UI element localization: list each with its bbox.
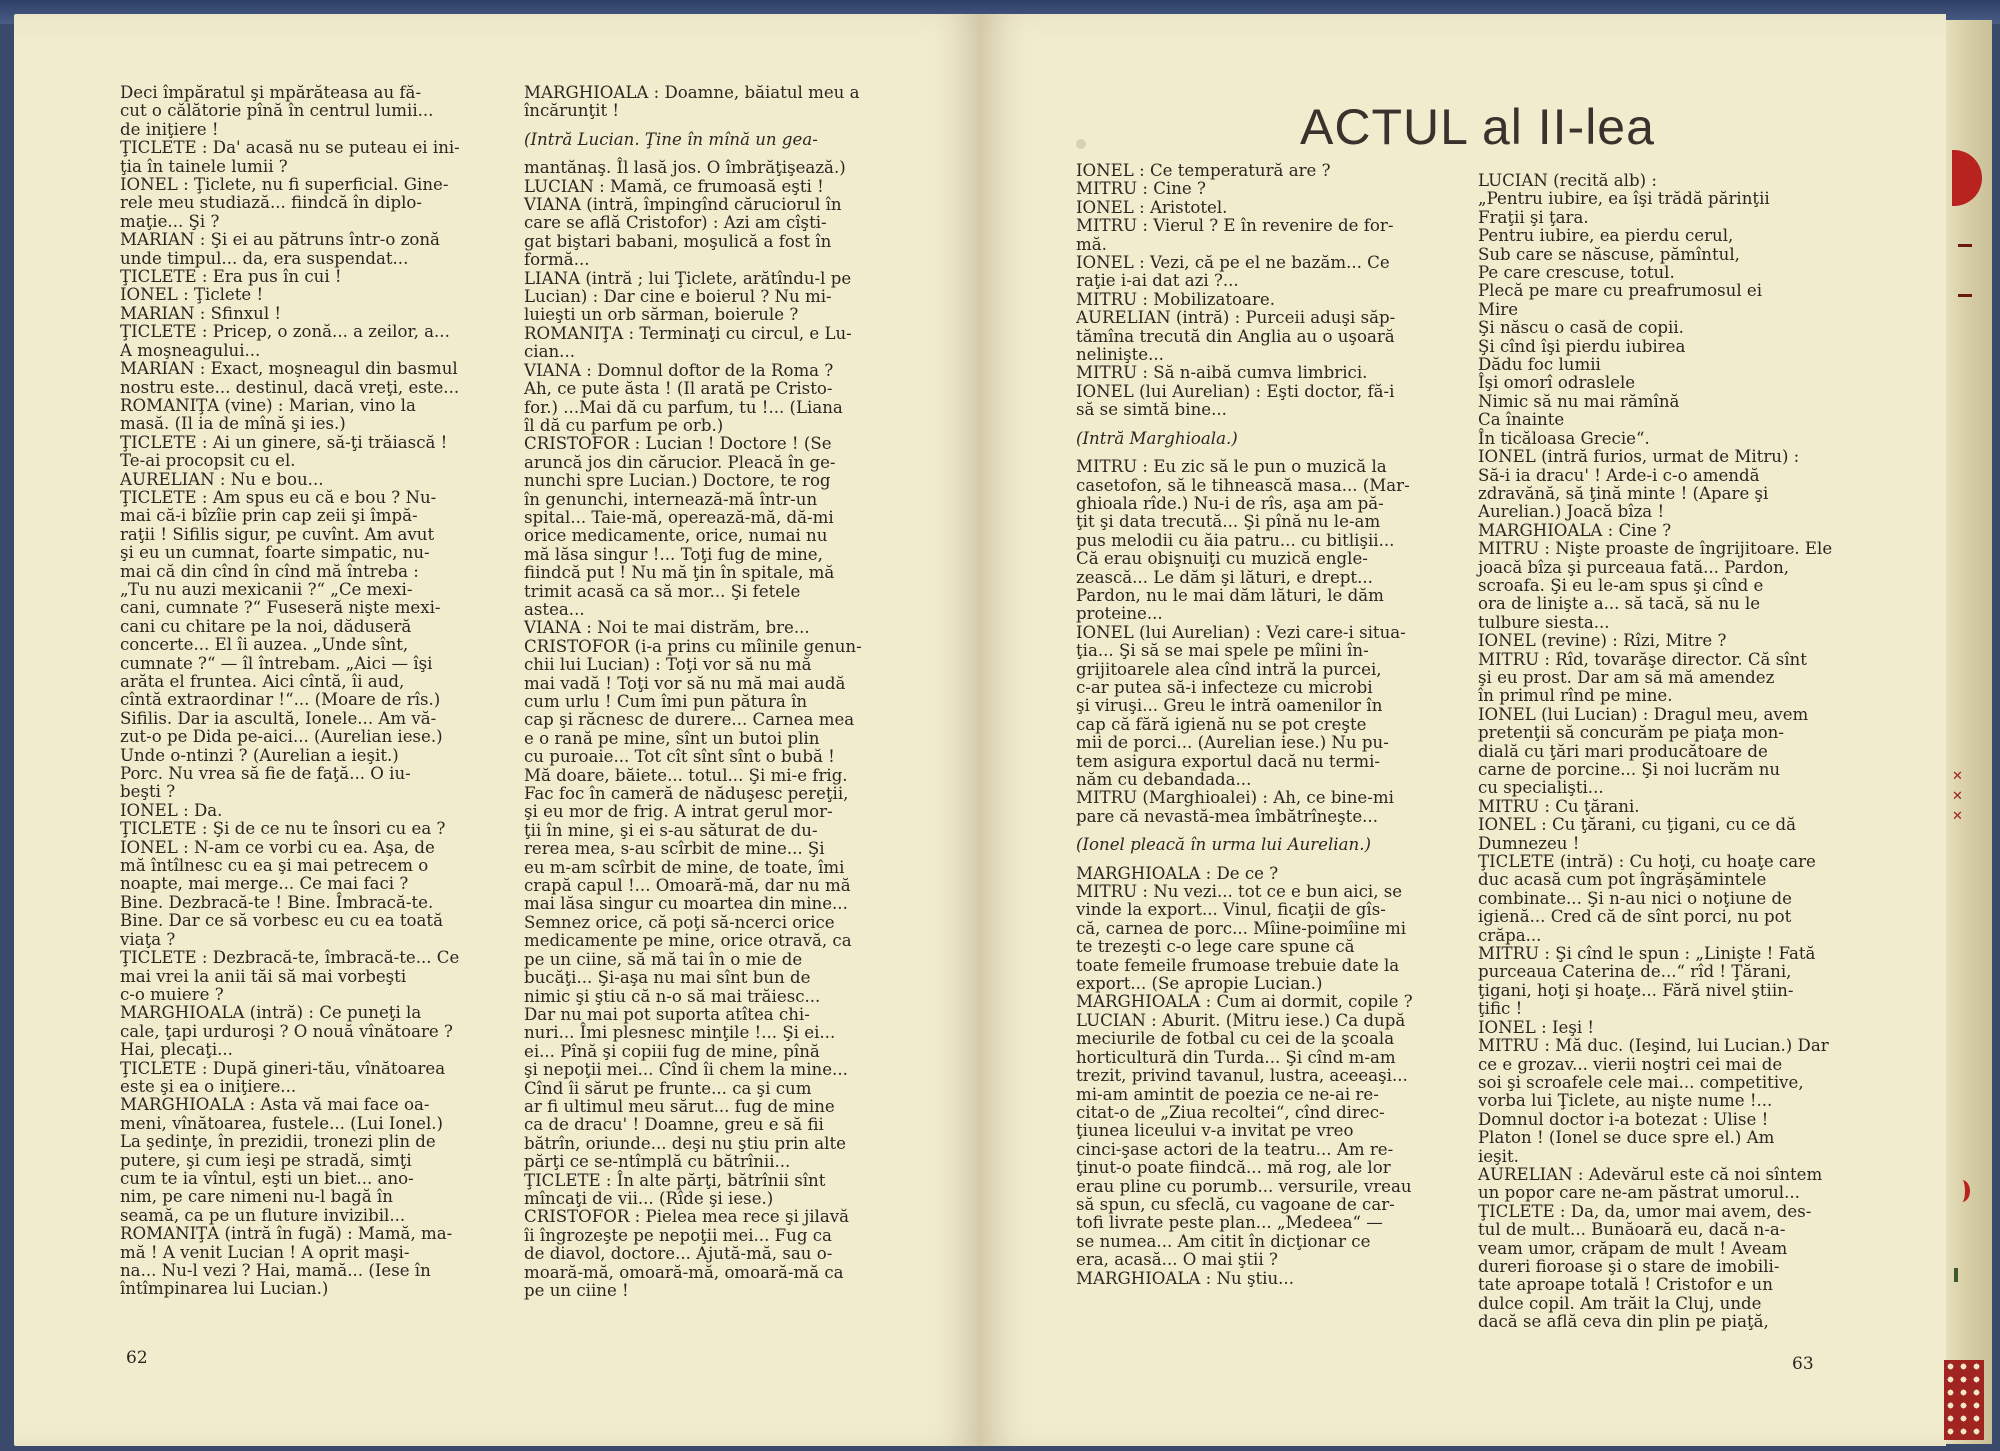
text-line: joacă bîza şi purceaua fată... Pardon, bbox=[1478, 557, 1790, 577]
text-line: MITRU : Cu ţărani. bbox=[1478, 796, 1640, 816]
text-line: AURELIAN : Adevărul este că noi sîntem bbox=[1478, 1164, 1823, 1184]
text-line: de diavol, doctore... Ajută-mă, sau o- bbox=[524, 1244, 833, 1264]
text-line: ţinut-o poate fiindcă... mă rog, ale lor bbox=[1076, 1158, 1391, 1178]
text-line: tămîna trecută din Anglia au o uşoară bbox=[1076, 326, 1395, 346]
text-line: LUCIAN (recită alb) : bbox=[1478, 171, 1657, 190]
text-line: dacă se află ceva din plin pe piaţă, bbox=[1478, 1312, 1769, 1332]
text-line: un popor care ne-am păstrat umorul... bbox=[1478, 1183, 1800, 1203]
text-line: ţiunea liceului v-a invitat pe vreo bbox=[1076, 1121, 1354, 1141]
text-line: ŢICLETE : Şi de ce nu te însori cu ea ? bbox=[120, 819, 446, 839]
text-line: ROMANIŢA (vine) : Marian, vino la bbox=[120, 395, 416, 415]
text-line: ce e grozav... vierii noştri cei mai de bbox=[1478, 1054, 1783, 1074]
text-line: CRISTOFOR (i-a prins cu mîinile genun- bbox=[524, 636, 862, 656]
text-line: Porc. Nu vrea să fie de faţă... O iu- bbox=[120, 764, 411, 784]
text-line: întîmpinarea lui Lucian.) bbox=[120, 1279, 329, 1299]
text-line: mă. bbox=[1076, 234, 1107, 254]
text-line: IONEL (revine) : Rîzi, Mitre ? bbox=[1478, 631, 1727, 651]
text-line: noapte, mai merge... Ce mai faci ? bbox=[120, 874, 409, 894]
text-line: MARGHIOALA : Cine ? bbox=[1478, 520, 1672, 540]
text-line: Unde o-ntinzi ? (Aurelian a ieşit.) bbox=[120, 745, 399, 765]
text-line: mă ! A venit Lucian ! A oprit maşi- bbox=[120, 1242, 410, 1262]
text-line: „Pentru iubire, ea îşi trădă părinţii bbox=[1478, 189, 1770, 209]
text-line: de iniţiere ! bbox=[120, 119, 219, 139]
text-line: Pentru iubire, ea pierdu cerul, bbox=[1478, 226, 1734, 246]
text-line: IONEL (intră furios, urmat de Mitru) : bbox=[1478, 447, 1800, 467]
text-line: Nimic să nu mai rămînă bbox=[1478, 391, 1680, 411]
text-line: În ticăloasa Grecie“. bbox=[1478, 428, 1650, 448]
text-line: ROMANIŢA (intră în fugă) : Mamă, ma- bbox=[120, 1224, 453, 1244]
text-line: seamă, ca pe un fluture invizibil... bbox=[120, 1205, 406, 1225]
text-line: combinate... Şi n-au nici o noţiune de bbox=[1478, 888, 1792, 908]
text-line: şi nepoţii mei... Cînd îi chem la mine... bbox=[524, 1060, 848, 1080]
text-line: este şi ea o iniţiere... bbox=[120, 1076, 297, 1096]
text-line: VIANA : Domnul doftor de la Roma ? bbox=[524, 360, 834, 380]
text-line: Mire bbox=[1478, 299, 1519, 319]
text-line: zdravănă, să ţină minte ! (Apare şi bbox=[1478, 483, 1769, 503]
text-line: LUCIAN : Aburit. (Mitru iese.) Ca după bbox=[1076, 1010, 1406, 1030]
text-line: cu puroaie... Tot cît sînt sînt o bubă ! bbox=[524, 747, 835, 767]
text-line: nelinişte... bbox=[1076, 345, 1164, 365]
text-line: îl dă cu parfum pe orb.) bbox=[524, 415, 724, 435]
right-page-column-2 bbox=[1478, 172, 1888, 1332]
text-line: MITRU : Să n-aibă cumva limbrici. bbox=[1076, 363, 1368, 383]
text-line: Lucian) : Dar cine e boierul ? Nu mi- bbox=[524, 287, 832, 307]
text-line: export... (Se apropie Lucian.) bbox=[1076, 974, 1323, 994]
text-line: ŢICLETE : Dezbracă-te, îmbracă-te... Ce bbox=[120, 948, 460, 968]
text-line: na... Nu-l vezi ? Hai, mamă... (Iese în bbox=[120, 1261, 431, 1280]
text-line: e o rană pe mine, sînt un butoi plin bbox=[524, 728, 820, 748]
text-line: proteine... bbox=[1076, 604, 1163, 624]
text-line: La şedinţe, în prezidii, tronezi plin de bbox=[120, 1132, 436, 1152]
text-line: ŢICLETE : În alte părţi, bătrînii sînt bbox=[524, 1170, 826, 1190]
text-line: ROMANIŢA : Terminaţi cu circul, e Lu- bbox=[524, 323, 852, 343]
text-line: în primul rînd pe mine. bbox=[1478, 686, 1673, 706]
text-line: ei... Pînă şi copiii fug de mine, pînă bbox=[524, 1041, 820, 1061]
text-line: Bine. Dezbracă-te ! Bine. Îmbracă-te. bbox=[120, 892, 434, 912]
text-line: Că erau obişnuiţi cu muzică engle- bbox=[1076, 549, 1368, 569]
green-mark-icon bbox=[1954, 1268, 1958, 1282]
text-line: rerea mea, s-au scîrbit de mine... Şi bbox=[524, 839, 825, 859]
text-line: Deci împăratul şi mpărăteasa au fă- bbox=[120, 83, 422, 102]
text-line: Pardon, nu le mai dăm lături, le dăm bbox=[1076, 585, 1384, 605]
text-line: zească... Le dăm şi lături, e drept... bbox=[1076, 567, 1373, 587]
text-line: şi eu un cumnat, foarte simpatic, nu- bbox=[120, 543, 430, 563]
text-line: cum urlu ! Cum îmi pun pătura în bbox=[524, 692, 808, 711]
text-line: cut o călătorie pînă în centrul lumii... bbox=[120, 101, 434, 121]
text-line: beşti ? bbox=[120, 782, 176, 802]
text-line: cap că fără igienă nu se pot creşte bbox=[1076, 714, 1367, 734]
cross-mark-icon: ✕ bbox=[1952, 809, 1963, 824]
text-line: ora de linişte a... să tacă, să nu le bbox=[1478, 594, 1761, 614]
text-line: MARGHIOALA : Asta vă mai face oa- bbox=[120, 1095, 430, 1115]
text-line: chii lui Lucian) : Toţi vor să nu mă bbox=[524, 655, 812, 675]
text-line: MARGHIOALA : De ce ? bbox=[1076, 863, 1279, 883]
text-line: te trezeşti c-o lege care spune că bbox=[1076, 937, 1355, 957]
left-page-column-2 bbox=[524, 84, 918, 1300]
text-line: Bine. Dar ce să vorbesc eu cu ea toată bbox=[120, 911, 443, 931]
text-line: ţia în tainele lumii ? bbox=[120, 156, 288, 176]
text-line: mîncaţi de vii... (Rîde şi iese.) bbox=[524, 1188, 774, 1208]
text-line: MITRU : Şi cînd le spun : „Linişte ! Fată bbox=[1478, 944, 1816, 964]
text-line: mai că din cînd în cînd mă întreba : bbox=[120, 561, 419, 581]
text-line: cîntă extraordinar !“... (Moare de rîs.) bbox=[120, 690, 441, 710]
text-line: Plecă pe mare cu preafrumosul ei bbox=[1478, 281, 1763, 301]
text-line: dureri fioroase şi o stare de imobili- bbox=[1478, 1256, 1780, 1276]
text-line: Platon ! (Ionel se duce spre el.) Am bbox=[1478, 1128, 1775, 1148]
text-line: ŢICLETE : Ai un ginere, să-ţi trăiască ! bbox=[120, 432, 448, 452]
text-line: bucăţi... Şi-aşa nu mai sînt bun de bbox=[524, 968, 811, 988]
text-line: Fraţii şi ţara. bbox=[1478, 207, 1589, 227]
text-line: fiindcă put ! Nu mă ţin în spitale, mă bbox=[524, 563, 835, 583]
text-line: mă întîlnesc cu ea şi mai petrecem o bbox=[120, 856, 429, 876]
text-line: Ca înainte bbox=[1478, 410, 1565, 430]
text-line: VIANA : Noi te mai distrăm, bre... bbox=[524, 618, 810, 638]
paper-spot bbox=[1076, 139, 1086, 149]
text-line: MITRU : Mobilizatoare. bbox=[1076, 289, 1275, 309]
text-line: (Intră Lucian. Ţine în mînă un gea- bbox=[524, 129, 818, 149]
right-page bbox=[980, 14, 1946, 1446]
text-line: nimic şi ştiu că n-o să mai trăiesc... bbox=[524, 986, 821, 1006]
text-line: şi eu mor de frig. A intrat gerul mor- bbox=[524, 802, 833, 822]
text-line: IONEL : Vezi, că pe el ne bazăm... Ce bbox=[1076, 253, 1390, 273]
text-line: MARIAN : Şi ei au pătruns într-o zonă bbox=[120, 230, 440, 250]
text-line: VIANA (intră, împingînd căruciorul în bbox=[524, 195, 842, 215]
text-line: concerte... El îi auzea. „Unde sînt, bbox=[120, 635, 409, 655]
cross-mark-icon: ✕ bbox=[1952, 789, 1963, 804]
text-line: cu specialişti... bbox=[1478, 778, 1604, 798]
text-line: pe un ciine, să mă tai în o mie de bbox=[524, 949, 803, 969]
text-line: mai că-i bîzîie prin cap zeii şi împă- bbox=[120, 506, 418, 526]
text-line: tofi livrate peste plan... „Medeea“ — bbox=[1076, 1213, 1383, 1233]
text-line: raţie i-ai dat azi ?... bbox=[1076, 271, 1239, 291]
text-line: mă lăsa singur !... Toţi fug de mine, bbox=[524, 544, 823, 564]
text-line: MITRU : Vierul ? E în revenire de for- bbox=[1076, 216, 1394, 236]
text-line: zut-o pe Dida pe-aici... (Aurelian iese.) bbox=[120, 727, 443, 747]
text-line: şi viruşi... Greu le intră oamenilor în bbox=[1076, 696, 1383, 716]
text-line: ţit şi data trecută... Şi pînă nu le-am bbox=[1076, 512, 1381, 532]
cross-mark-icon: ✕ bbox=[1952, 769, 1963, 784]
text-line: scroafa. Şi eu le-am spus şi cînd e bbox=[1478, 575, 1764, 595]
text-line: Şi născu o casă de copii. bbox=[1478, 318, 1684, 338]
text-line: dulce copil. Am trăit la Cluj, unde bbox=[1478, 1293, 1762, 1313]
text-line: LIANA (intră ; lui Ţiclete, arătîndu-l pe bbox=[524, 268, 852, 288]
text-line: nuri... Îmi plesnesc minţile !... Şi ei... bbox=[524, 1023, 836, 1043]
patterned-tab-icon bbox=[1944, 1360, 1984, 1440]
text-line: IONEL (lui Lucian) : Dragul meu, avem bbox=[1478, 704, 1809, 724]
dash-mark-icon bbox=[1958, 244, 1972, 247]
text-line: Dădu foc lumii bbox=[1478, 355, 1601, 375]
text-line: ŢICLETE : După gineri-tău, vînătoarea bbox=[120, 1058, 446, 1078]
text-line: MARIAN : Exact, moşneagul din basmul bbox=[120, 359, 458, 379]
text-line: mantănaş. Îl lasă jos. O îmbrăţişează.) bbox=[524, 158, 846, 178]
text-line: duc acasă cum pot îngrăşămintele bbox=[1478, 870, 1767, 890]
text-line: Hai, plecaţi... bbox=[120, 1040, 233, 1060]
text-line: c-ar putea să-i infecteze cu microbi bbox=[1076, 677, 1373, 697]
text-line: ţific ! bbox=[1478, 999, 1523, 1019]
text-line: dială cu ţări mari producătoare de bbox=[1478, 741, 1768, 761]
text-line: IONEL : Aristotel. bbox=[1076, 197, 1228, 217]
text-line: arăta el fruntea. Aici cîntă, îi aud, bbox=[120, 672, 405, 691]
text-line: soi şi scroafele cele mai... competitive, bbox=[1478, 1072, 1804, 1092]
text-line: nostru este... destinul, dacă vreţi, este... bbox=[120, 377, 460, 397]
text-line: vorba lui Ţiclete, au nişte nume !... bbox=[1478, 1091, 1773, 1111]
text-line: năm cu debandada... bbox=[1076, 770, 1252, 789]
text-line: cum te ia vîntul, eşti un biet... ano- bbox=[120, 1168, 414, 1188]
text-line: Fac foc în cameră de năduşesc pereţii, bbox=[524, 784, 849, 804]
text-line: trimit acasă ca să mor... Şi fetele bbox=[524, 581, 801, 601]
text-line: veam umor, crăpam de mult ! Aveam bbox=[1478, 1238, 1788, 1258]
text-line: Ah, ce pute ăsta ! (Il arată pe Cristo- bbox=[524, 379, 833, 399]
text-line: ŢICLETE : Era pus în cui ! bbox=[120, 267, 342, 287]
text-line: IONEL : Da. bbox=[120, 800, 223, 820]
text-line: ghioala rîde.) Nu-i de rîs, aşa am pă- bbox=[1076, 493, 1384, 513]
text-line: îi îngrozeşte pe nepoţii mei... Fug ca bbox=[524, 1225, 832, 1245]
text-line: putere, şi cum ieşi pe stradă, simţi bbox=[120, 1150, 412, 1170]
text-line: moară-mă, omoară-mă, omoară-mă ca bbox=[524, 1262, 844, 1282]
text-line: bătrîn, oriunde... deşi nu ştiu prin alte bbox=[524, 1133, 846, 1153]
text-line: grijitoarele alea cînd intră la purcei, bbox=[1076, 659, 1382, 679]
text-line: tem asigura exportul dacă nu termi- bbox=[1076, 751, 1380, 771]
text-line: tate aproape totală ! Cristofor e un bbox=[1478, 1275, 1773, 1295]
text-line: Mă doare, băiete... totul... Şi mi-e frig. bbox=[524, 765, 848, 785]
text-line: Sub care se născuse, pămîntul, bbox=[1478, 244, 1740, 264]
text-line: MITRU (Marghioalei) : Ah, ce bine-mi bbox=[1076, 788, 1394, 808]
text-line: ca de dracu' ! Doamne, greu e să fii bbox=[524, 1115, 824, 1135]
text-line: A moşneagului... bbox=[120, 340, 261, 360]
text-line: cani cu chitare pe la noi, dăduseră bbox=[120, 616, 412, 636]
text-line: mai lăsa singur cu moartea din mine... bbox=[524, 894, 848, 914]
page-number-left: 62 bbox=[126, 1348, 148, 1368]
text-line: care se află Cristofor) : Azi am cîşti- bbox=[524, 213, 827, 233]
text-line: tulbure siesta... bbox=[1478, 612, 1610, 632]
act-title: ACTUL al II-lea bbox=[1300, 99, 1655, 155]
text-line: carne de porcine... Şi noi lucrăm nu bbox=[1478, 760, 1781, 779]
text-line: să se simtă bine... bbox=[1076, 400, 1227, 420]
text-line: „Tu nu auzi mexicanii ?“ „Ce mexi- bbox=[120, 579, 413, 599]
text-line: mii de porci... (Aurelian iese.) Nu pu- bbox=[1076, 733, 1389, 753]
text-line: maţie... Şi ? bbox=[120, 211, 220, 231]
text-line: horticultură din Turda... Şi cînd m-am bbox=[1076, 1047, 1396, 1067]
text-line: MARIAN : Sfinxul ! bbox=[120, 303, 282, 323]
text-line: MITRU : Rîd, tovarăşe director. Că sînt bbox=[1478, 649, 1807, 669]
text-line: IONEL (lui Aurelian) : Vezi care-i situa- bbox=[1076, 622, 1406, 642]
text-line: IONEL : Ieşi ! bbox=[1478, 1017, 1595, 1037]
text-line: în genunchi, internează-mă într-un bbox=[524, 489, 818, 509]
crescent-icon bbox=[1954, 1180, 1970, 1202]
text-line: încărunţit ! bbox=[524, 101, 620, 121]
text-line: crapă capul !... Omoară-mă, dar nu mă bbox=[524, 876, 851, 896]
text-line: ieşit. bbox=[1478, 1146, 1519, 1166]
text-line: mi-am amintit de poezia ce ne-ai re- bbox=[1076, 1084, 1379, 1104]
left-page bbox=[14, 14, 980, 1446]
text-line: ŢICLETE : Da, da, umor mai avem, des- bbox=[1478, 1201, 1812, 1221]
text-line: Îşi omorî odraslele bbox=[1478, 373, 1636, 393]
left-page-column-1 bbox=[120, 84, 490, 1299]
text-line: AURELIAN (intră) : Purceii aduşi săp- bbox=[1076, 308, 1396, 328]
text-line: IONEL (lui Aurelian) : Eşti doctor, fă-i bbox=[1076, 381, 1395, 401]
text-line: MITRU : Eu zic să le pun o muzică la bbox=[1076, 457, 1387, 477]
text-line: ţia... Şi să se mai spele pe mîini în- bbox=[1076, 641, 1369, 661]
page-edges bbox=[1946, 20, 1992, 1444]
text-line: se numea... Am citit în dicţionar ce bbox=[1076, 1231, 1371, 1251]
text-line: (Ionel pleacă în urma lui Aurelian.) bbox=[1076, 835, 1371, 855]
text-line: MARGHIOALA : Nu ştiu... bbox=[1076, 1268, 1294, 1288]
text-line: spital... Taie-mă, operează-mă, dă-mi bbox=[524, 507, 834, 527]
text-line: trezit, privind tavanul, lustra, aceeaşi... bbox=[1076, 1066, 1408, 1086]
text-line: toate femeile frumoase trebuie date la bbox=[1076, 955, 1400, 975]
text-line: Dumnezeu ! bbox=[1478, 833, 1580, 853]
text-line: meni, vînătoarea, fustele... (Lui Ionel.) bbox=[120, 1113, 444, 1133]
text-line: Te-ai procopsit cu el. bbox=[120, 451, 296, 471]
text-line: luieşti un orb sărman, boierule ? bbox=[524, 305, 799, 325]
text-line: nim, pe care nimeni nu-l bagă în bbox=[120, 1187, 393, 1207]
text-line: nunchi spre Lucian.) Doctore, te rog bbox=[524, 471, 831, 491]
text-line: cap şi răcnesc de durere... Carnea mea bbox=[524, 710, 855, 730]
text-line: tul de mult... Bunăoară eu, dacă n-a- bbox=[1478, 1220, 1786, 1240]
text-line: Sifilis. Dar ia ascultă, Ionele... Am vă- bbox=[120, 708, 437, 728]
text-line: aruncă jos din cărucior. Pleacă în ge- bbox=[524, 452, 836, 472]
text-line: citat-o de „Ziua recoltei“, cînd direc- bbox=[1076, 1102, 1385, 1122]
text-line: rele meu studiază... fiindcă în diplo- bbox=[120, 193, 422, 213]
text-line: IONEL : Ţiclete, nu fi superficial. Gine- bbox=[120, 175, 449, 195]
text-line: şi eu prost. Dar am să mă amendez bbox=[1478, 667, 1775, 687]
text-line: Cînd îi sărut pe frunte... ca şi cum bbox=[524, 1078, 812, 1098]
text-line: purceaua Caterina de...“ rîd ! Ţărani, bbox=[1478, 962, 1792, 982]
text-line: Semnez orice, că poţi să-ncerci orice bbox=[524, 912, 835, 932]
text-line: IONEL : Cu ţărani, cu ţigani, cu ce dă bbox=[1478, 815, 1796, 835]
text-line: Şi cînd îşi pierdu iubirea bbox=[1478, 336, 1686, 356]
text-line: meciurile de fotbal cu cei de la şcoala bbox=[1076, 1029, 1395, 1049]
text-line: să spun, cu sfeclă, cu vagoane de car- bbox=[1076, 1194, 1395, 1214]
text-line: era, acasă... O mai ştii ? bbox=[1076, 1250, 1278, 1270]
text-line: pretenţii să concurăm pe piaţa mon- bbox=[1478, 723, 1784, 743]
text-line: MARGHIOALA : Cum ai dormit, copile ? bbox=[1076, 992, 1413, 1012]
text-line: MARGHIOALA (intră) : Ce puneţi la bbox=[120, 1003, 422, 1023]
text-line: IONEL : Ce temperatură are ? bbox=[1076, 161, 1331, 180]
text-line: cale, ţapi urduroşi ? O nouă vînătoare ? bbox=[120, 1021, 453, 1041]
text-line: (Intră Marghioala.) bbox=[1076, 428, 1238, 448]
text-line: mai vadă ! Toţi vor să nu mă mai audă bbox=[524, 673, 846, 693]
text-line: MITRU : Cine ? bbox=[1076, 179, 1206, 199]
text-line: ŢICLETE : Am spus eu că e bou ? Nu- bbox=[120, 487, 437, 507]
text-line: casetofon, să le tihnească masa... (Mar- bbox=[1076, 475, 1410, 495]
text-line: ar fi ultimul meu sărut... fug de mine bbox=[524, 1096, 835, 1116]
text-line: pe un ciine ! bbox=[524, 1281, 629, 1300]
text-line: mai vrei la anii tăi să mai vorbeşti bbox=[120, 966, 407, 986]
text-line: astea... bbox=[524, 599, 585, 619]
text-line: medicamente pe mine, orice otravă, ca bbox=[524, 931, 852, 951]
text-line: eu m-am scîrbit de mine, de toate, îmi bbox=[524, 857, 845, 877]
text-line: LUCIAN : Mamă, ce frumoasă eşti ! bbox=[524, 176, 824, 196]
text-line: ţii în mine, şi ei s-au săturat de du- bbox=[524, 820, 818, 840]
text-line: Pe care crescuse, totul. bbox=[1478, 263, 1675, 283]
text-line: IONEL : Ţiclete ! bbox=[120, 285, 264, 305]
text-line: ŢICLETE : Pricep, o zonă... a zeilor, a... bbox=[120, 322, 450, 342]
text-line: unde timpul... da, era suspendat... bbox=[120, 248, 409, 268]
text-line: MITRU : Mă duc. (Ieşind, lui Lucian.) Dar bbox=[1478, 1036, 1829, 1056]
text-line: erau pline cu porumb... versurile, vreau bbox=[1076, 1176, 1412, 1196]
text-line: crăpa... bbox=[1478, 925, 1542, 945]
page-number-right: 63 bbox=[1792, 1354, 1814, 1374]
text-line: c-o muiere ? bbox=[120, 984, 224, 1004]
text-line: IONEL : N-am ce vorbi cu ea. Aşa, de bbox=[120, 837, 435, 857]
text-line: orice medicamente, orice, numai nu bbox=[524, 526, 828, 546]
text-line: cinci-şase actori de la teatru... Am re- bbox=[1076, 1139, 1394, 1159]
text-line: AURELIAN : Nu e bou... bbox=[120, 469, 324, 489]
text-line: că, carnea de porc... Mîine-poimîine mi bbox=[1076, 918, 1406, 938]
right-page-column-1 bbox=[1076, 162, 1450, 1288]
text-line: Aurelian.) Joacă bîza ! bbox=[1478, 502, 1665, 522]
text-line: ŢICLETE (intră) : Cu hoţi, cu hoaţe care bbox=[1478, 852, 1816, 872]
text-line: MARGHIOALA : Doamne, băiatul meu a bbox=[524, 83, 860, 102]
text-line: ŢICLETE : Da' acasă nu se puteau ei ini- bbox=[120, 138, 460, 158]
text-line: vinde la export... Vinul, ficaţii de gîs- bbox=[1076, 900, 1386, 920]
text-line: cani, cumnate ?“ Fuseseră nişte mexi- bbox=[120, 598, 441, 618]
text-line: MITRU : Nu vezi... tot ce e bun aici, se bbox=[1076, 882, 1403, 902]
text-line: for.) ...Mai dă cu parfum, tu !... (Liana bbox=[524, 397, 843, 417]
text-line: pus melodii cu ăia patru... cu bitlişii... bbox=[1076, 530, 1395, 550]
text-line: raţii ! Sifilis sigur, pe cuvînt. Am avut bbox=[120, 524, 435, 544]
text-line: părţi ce se-ntîmplă cu bătrînii... bbox=[524, 1152, 791, 1172]
text-line: viaţa ? bbox=[120, 929, 176, 949]
text-line: formă... bbox=[524, 250, 590, 270]
text-line: CRISTOFOR : Lucian ! Doctore ! (Se bbox=[524, 434, 832, 454]
text-line: CRISTOFOR : Pielea mea rece şi jilavă bbox=[524, 1207, 850, 1227]
text-line: Dar nu mai pot suporta atîtea chi- bbox=[524, 1004, 810, 1024]
text-line: igienă... Cred că de sînt porci, nu pot bbox=[1478, 907, 1792, 927]
text-line: cumnate ?“ — îl întrebam. „Aici — îşi bbox=[120, 653, 433, 673]
text-line: ţigani, hoţi şi hoaţe... Fără nivel ştiin- bbox=[1478, 980, 1794, 1000]
text-line: Domnul doctor i-a botezat : Ulise ! bbox=[1478, 1109, 1769, 1129]
text-line: Să-i ia dracu' ! Arde-i c-o amendă bbox=[1478, 465, 1760, 485]
text-line: gat biştari babani, moşulică a fost în bbox=[524, 231, 832, 251]
dash-mark-icon bbox=[1958, 294, 1972, 297]
text-line: pare că nevastă-mea îmbătrîneşte... bbox=[1076, 806, 1378, 826]
text-line: cian... bbox=[524, 342, 576, 362]
text-line: masă. (Il ia de mînă şi ies.) bbox=[120, 414, 346, 434]
text-line: MITRU : Nişte proaste de îngrijitoare. Ele bbox=[1478, 539, 1833, 559]
